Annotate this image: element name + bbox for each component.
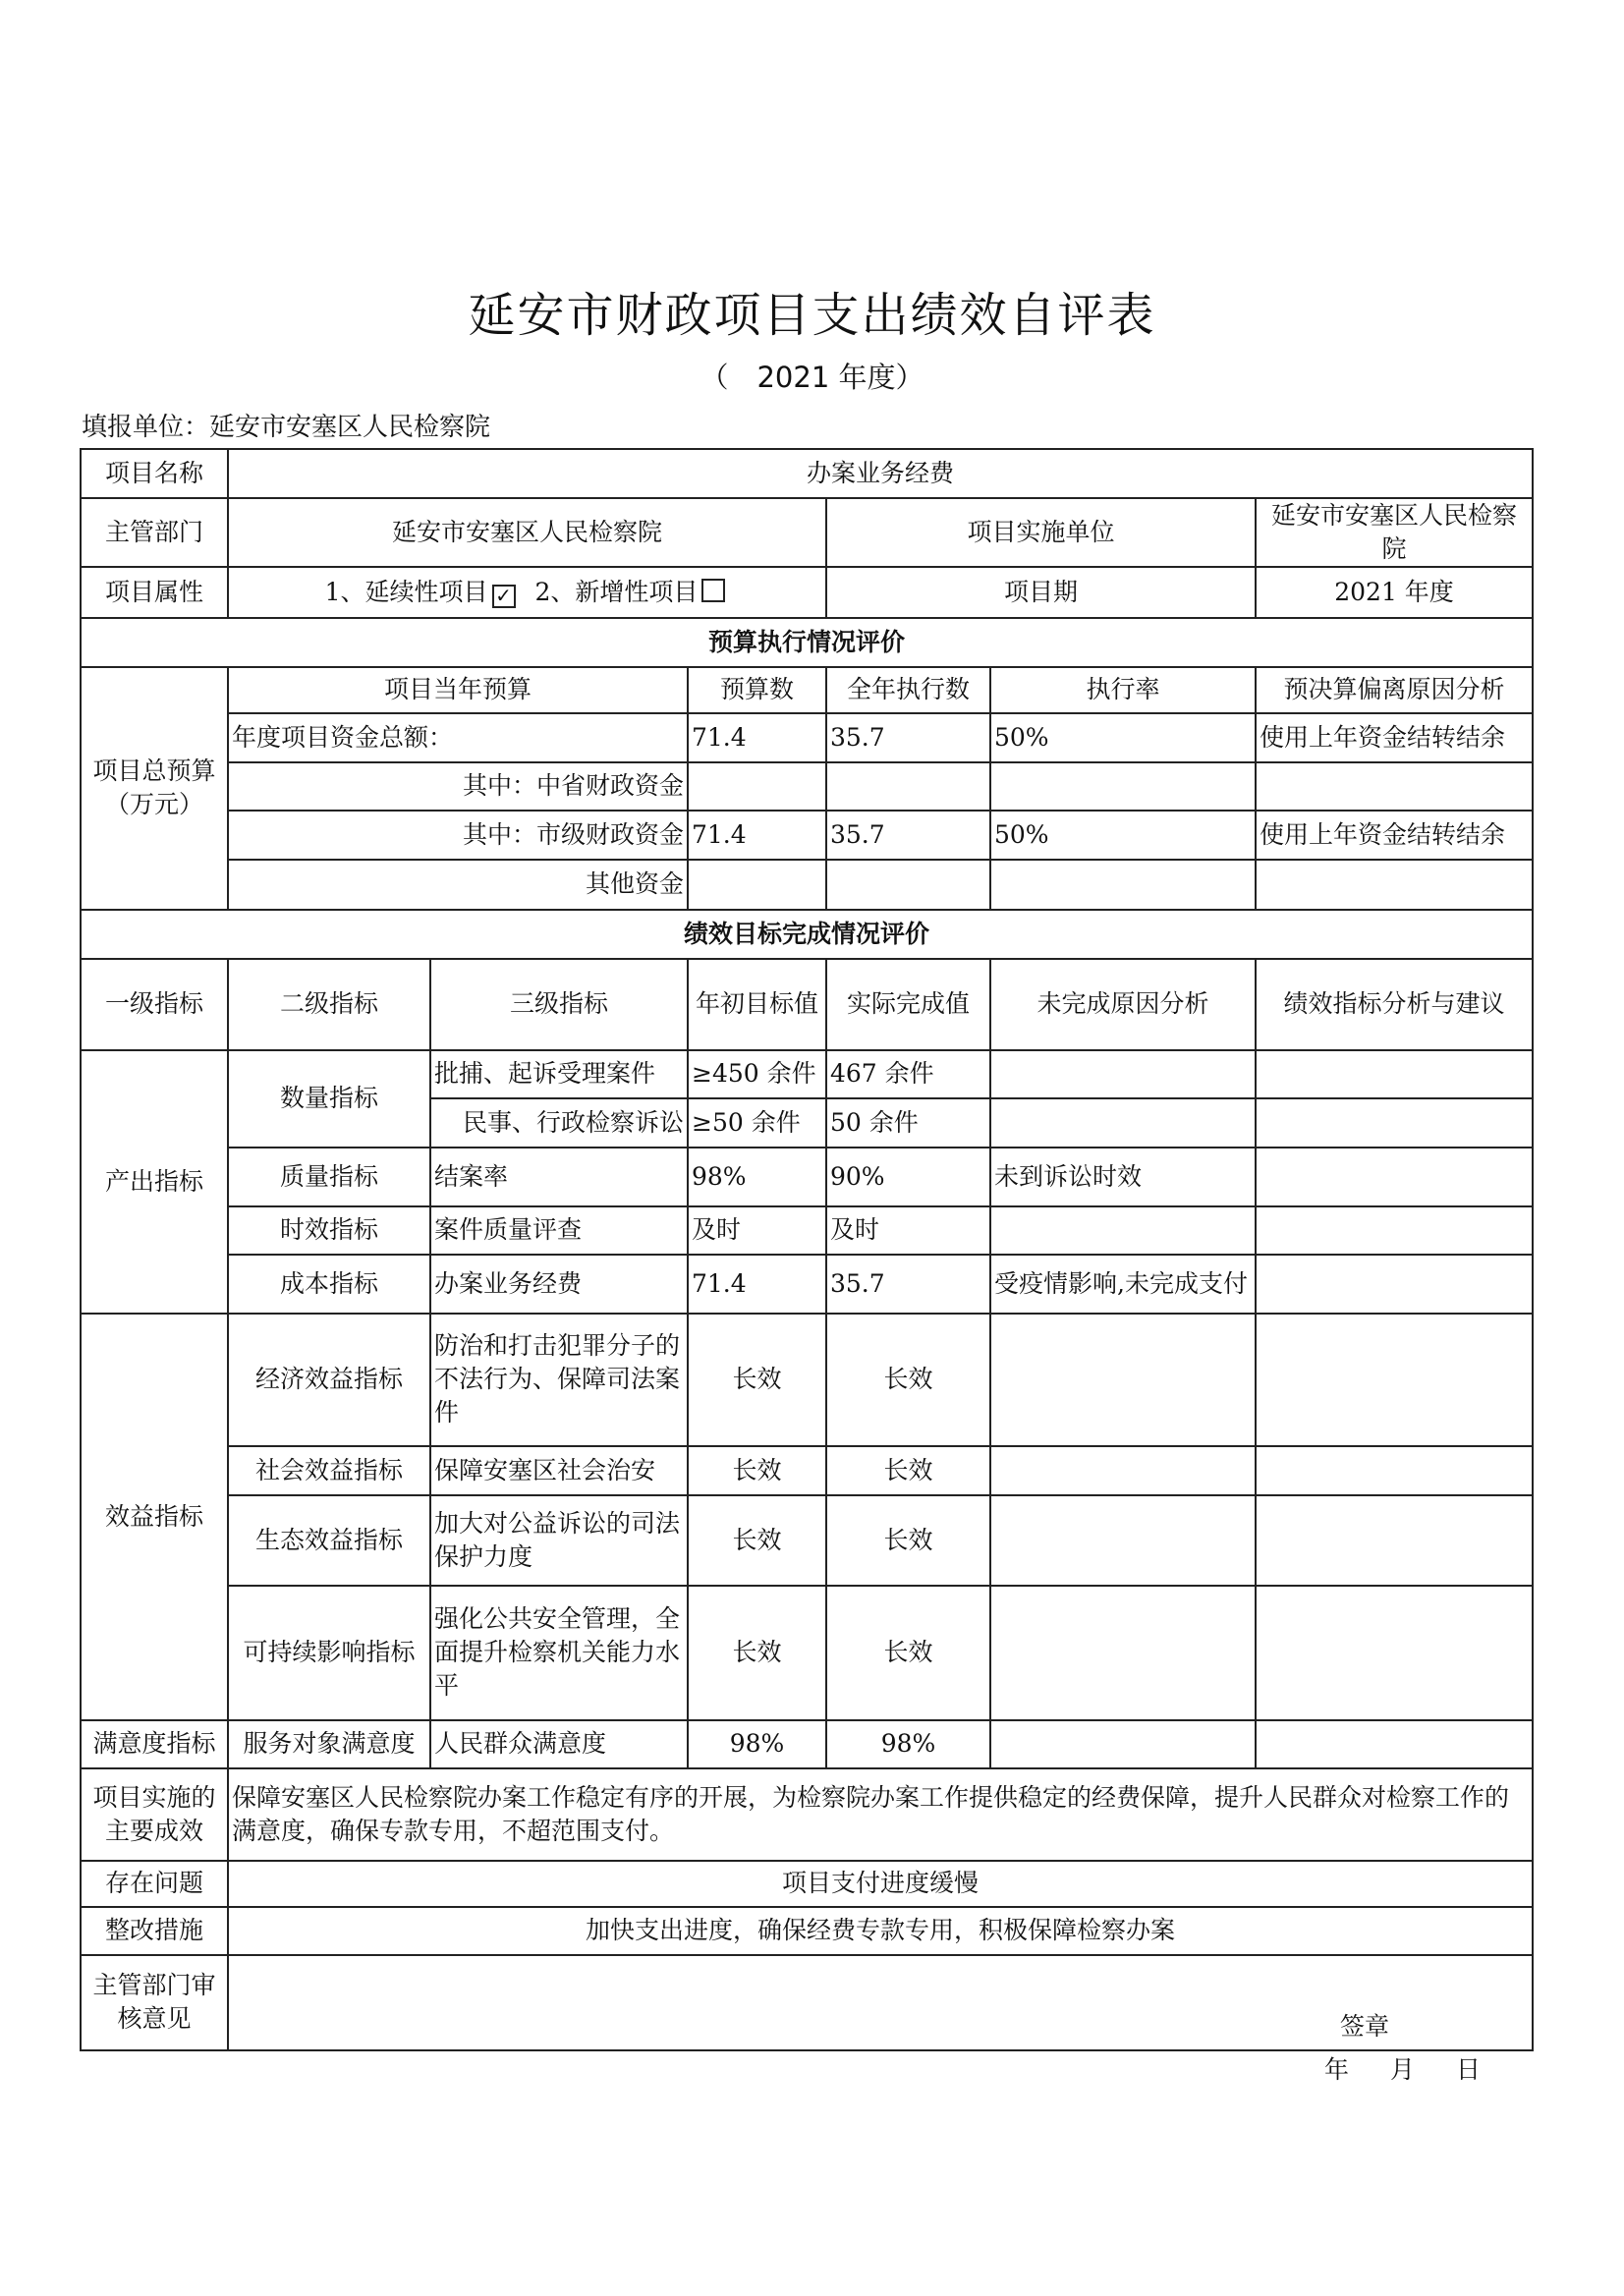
budget-value	[688, 762, 826, 811]
analysis-advice	[1256, 1255, 1533, 1314]
indicator-name: 强化公共安全管理，全面提升检察机关能力水平	[430, 1586, 688, 1720]
actual-value: 467 余件	[826, 1050, 990, 1098]
budget-section-title: 预算执行情况评价	[81, 618, 1533, 667]
page-title: 延安市财政项目支出绩效自评表	[468, 288, 1156, 343]
page-subtitle: （ 2021 年度）	[700, 361, 924, 394]
analysis-advice	[1256, 1148, 1533, 1206]
unfinished-reason	[990, 1206, 1256, 1255]
actual-value: 90%	[826, 1148, 990, 1206]
table-row	[81, 1720, 1533, 1768]
actual-value: 及时	[826, 1206, 990, 1255]
perf-col-header: 实际完成值	[826, 959, 990, 1050]
executed-value: 35.7	[826, 811, 990, 860]
analysis-advice	[1256, 1586, 1533, 1720]
unfinished-reason	[990, 1050, 1256, 1098]
table-row	[81, 1206, 1533, 1255]
target-value: ≥450 余件	[688, 1050, 826, 1098]
exec-rate: 50%	[990, 811, 1256, 860]
actual-value: 长效	[826, 1446, 990, 1495]
budget-col-header: 执行率	[990, 667, 1256, 713]
table-row	[81, 1495, 1533, 1586]
perf-section-title: 绩效目标完成情况评价	[81, 910, 1533, 959]
table-row	[81, 1148, 1533, 1206]
perf-col-header: 一级指标	[81, 959, 228, 1050]
project-name-value: 办案业务经费	[228, 449, 1533, 498]
project-name-label: 项目名称	[81, 449, 228, 498]
budget-col-header: 全年执行数	[826, 667, 990, 713]
deviation-reason	[1256, 762, 1533, 811]
actual-value: 长效	[826, 1314, 990, 1446]
perf-col-header: 二级指标	[228, 959, 430, 1050]
target-value: 长效	[688, 1314, 826, 1446]
attr-option-new: 2、新增性项目	[534, 577, 699, 606]
budget-row	[81, 811, 1533, 860]
table-row	[81, 1050, 1533, 1098]
row-attribute	[81, 567, 1533, 618]
problems-value: 项目支付进度缓慢	[228, 1861, 1533, 1907]
evaluation-form-table	[80, 448, 1534, 2084]
analysis-advice	[1256, 1098, 1533, 1148]
review-label: 主管部门审核意见	[81, 1955, 228, 2050]
budget-row	[81, 762, 1533, 811]
indicator-name: 保障安塞区社会治安	[430, 1446, 688, 1495]
target-value: 71.4	[688, 1255, 826, 1314]
signature-date	[1283, 2053, 1481, 2087]
problems-label: 存在问题	[81, 1861, 228, 1907]
exec-rate: 50%	[990, 713, 1256, 762]
budget-value: 71.4	[688, 713, 826, 762]
table-row	[81, 1255, 1533, 1314]
indicator-name: 人民群众满意度	[430, 1720, 688, 1768]
row-project-name	[81, 449, 1533, 498]
analysis-advice	[1256, 1206, 1533, 1255]
executed-value: 35.7	[826, 713, 990, 762]
budget-row	[81, 713, 1533, 762]
impl-unit-label: 项目实施单位	[826, 498, 1256, 567]
stamp-label: 签章	[1340, 2012, 1390, 2041]
table-row	[81, 1446, 1533, 1495]
budget-header-row	[81, 667, 1533, 713]
actual-value: 50 余件	[826, 1098, 990, 1148]
analysis-advice	[1256, 1314, 1533, 1446]
row-review	[81, 1955, 1533, 2050]
unfinished-reason	[990, 1314, 1256, 1446]
row-department	[81, 498, 1533, 567]
indicator-name: 防治和打击犯罪分子的不法行为、保障司法案件	[430, 1314, 688, 1446]
checkbox-new[interactable]	[701, 579, 725, 602]
actual-value: 98%	[826, 1720, 990, 1768]
target-value: 长效	[688, 1495, 826, 1586]
indicator-name: 民事、行政检察诉讼	[430, 1098, 688, 1148]
actual-value: 长效	[826, 1495, 990, 1586]
cost-indicator-label: 成本指标	[228, 1255, 430, 1314]
target-value: 98%	[688, 1148, 826, 1206]
dept-label: 主管部门	[81, 498, 228, 567]
budget-value	[688, 860, 826, 910]
budget-row	[81, 860, 1533, 910]
budget-row-label: 其中：中省财政资金	[228, 762, 688, 811]
budget-col-header: 预决算偏离原因分析	[1256, 667, 1533, 713]
rectification-value: 加快支出进度，确保经费专款专用，积极保障检察办案	[228, 1907, 1533, 1955]
perf-col-header: 未完成原因分析	[990, 959, 1256, 1050]
satisfaction-indicator-label: 满意度指标	[81, 1720, 228, 1768]
indicator-name: 办案业务经费	[430, 1255, 688, 1314]
eco-indicator-label: 生态效益指标	[228, 1495, 430, 1586]
indicator-name: 批捕、起诉受理案件	[430, 1050, 688, 1098]
date-month: 月	[1390, 2055, 1416, 2084]
period-label: 项目期	[826, 567, 1256, 618]
indicator-name: 案件质量评查	[430, 1206, 688, 1255]
budget-row-label: 年度项目资金总额：	[228, 713, 688, 762]
analysis-advice	[1256, 1720, 1533, 1768]
row-rectification	[81, 1907, 1533, 1955]
attr-label: 项目属性	[81, 567, 228, 618]
perf-col-header: 绩效指标分析与建议	[1256, 959, 1533, 1050]
dept-value: 延安市安塞区人民检察院	[228, 498, 826, 567]
time-indicator-label: 时效指标	[228, 1206, 430, 1255]
perf-header-row	[81, 959, 1533, 1050]
deviation-reason: 使用上年资金结转结余	[1256, 811, 1533, 860]
perf-section-header	[81, 910, 1533, 959]
analysis-advice	[1256, 1446, 1533, 1495]
sustain-indicator-label: 可持续影响指标	[228, 1586, 430, 1720]
unfinished-reason	[990, 1495, 1256, 1586]
actual-value: 35.7	[826, 1255, 990, 1314]
unfinished-reason	[990, 1720, 1256, 1768]
reporting-unit: 填报单位：延安市安塞区人民检察院	[82, 413, 491, 442]
actual-value: 长效	[826, 1586, 990, 1720]
attr-options	[228, 567, 826, 618]
unfinished-reason	[990, 1446, 1256, 1495]
executed-value	[826, 762, 990, 811]
target-value: 及时	[688, 1206, 826, 1255]
benefit-indicator-label: 效益指标	[81, 1314, 228, 1720]
budget-col-header: 项目当年预算	[228, 667, 688, 713]
budget-value: 71.4	[688, 811, 826, 860]
table-row	[81, 1586, 1533, 1720]
target-value: 98%	[688, 1720, 826, 1768]
main-results-value: 保障安塞区人民检察院办案工作稳定有序的开展，为检察院办案工作提供稳定的经费保障，提升人民群众对检察工作的满意度，确保专款专用，不超范围支付。	[228, 1768, 1533, 1861]
indicator-name: 加大对公益诉讼的司法保护力度	[430, 1495, 688, 1586]
main-results-label: 项目实施的主要成效	[81, 1768, 228, 1861]
quantity-indicator-label: 数量指标	[228, 1050, 430, 1148]
period-value: 2021 年度	[1256, 567, 1533, 618]
date-day: 日	[1456, 2055, 1482, 2084]
row-main-results	[81, 1768, 1533, 1861]
analysis-advice	[1256, 1495, 1533, 1586]
indicator-name: 结案率	[430, 1148, 688, 1206]
target-value: 长效	[688, 1446, 826, 1495]
analysis-advice	[1256, 1050, 1533, 1098]
perf-col-header: 三级指标	[430, 959, 688, 1050]
unfinished-reason: 未到诉讼时效	[990, 1148, 1256, 1206]
budget-row-label: 其中：市级财政资金	[228, 811, 688, 860]
exec-rate	[990, 860, 1256, 910]
budget-col-header: 预算数	[688, 667, 826, 713]
checkbox-continuing[interactable]: ✓	[492, 585, 516, 608]
budget-row-label: 其他资金	[228, 860, 688, 910]
target-value: ≥50 余件	[688, 1098, 826, 1148]
service-satisfaction-label: 服务对象满意度	[228, 1720, 430, 1768]
review-content	[228, 1955, 1533, 2084]
unfinished-reason: 受疫情影响,未完成支付	[990, 1255, 1256, 1314]
total-budget-label: 项目总预算（万元）	[81, 667, 228, 910]
date-year: 年	[1324, 2055, 1350, 2084]
deviation-reason	[1256, 860, 1533, 910]
budget-section-header	[81, 618, 1533, 667]
unfinished-reason	[990, 1586, 1256, 1720]
econ-indicator-label: 经济效益指标	[228, 1314, 430, 1446]
target-value: 长效	[688, 1586, 826, 1720]
executed-value	[826, 860, 990, 910]
output-indicator-label: 产出指标	[81, 1050, 228, 1314]
social-indicator-label: 社会效益指标	[228, 1446, 430, 1495]
attr-option-continuing: 1、延续性项目	[324, 577, 488, 606]
impl-unit-value: 延安市安塞区人民检察院	[1256, 498, 1533, 567]
row-problems	[81, 1861, 1533, 1907]
unfinished-reason	[990, 1098, 1256, 1148]
table-row	[81, 1314, 1533, 1446]
perf-col-header: 年初目标值	[688, 959, 826, 1050]
exec-rate	[990, 762, 1256, 811]
quality-indicator-label: 质量指标	[228, 1148, 430, 1206]
rectification-label: 整改措施	[81, 1907, 228, 1955]
deviation-reason: 使用上年资金结转结余	[1256, 713, 1533, 762]
